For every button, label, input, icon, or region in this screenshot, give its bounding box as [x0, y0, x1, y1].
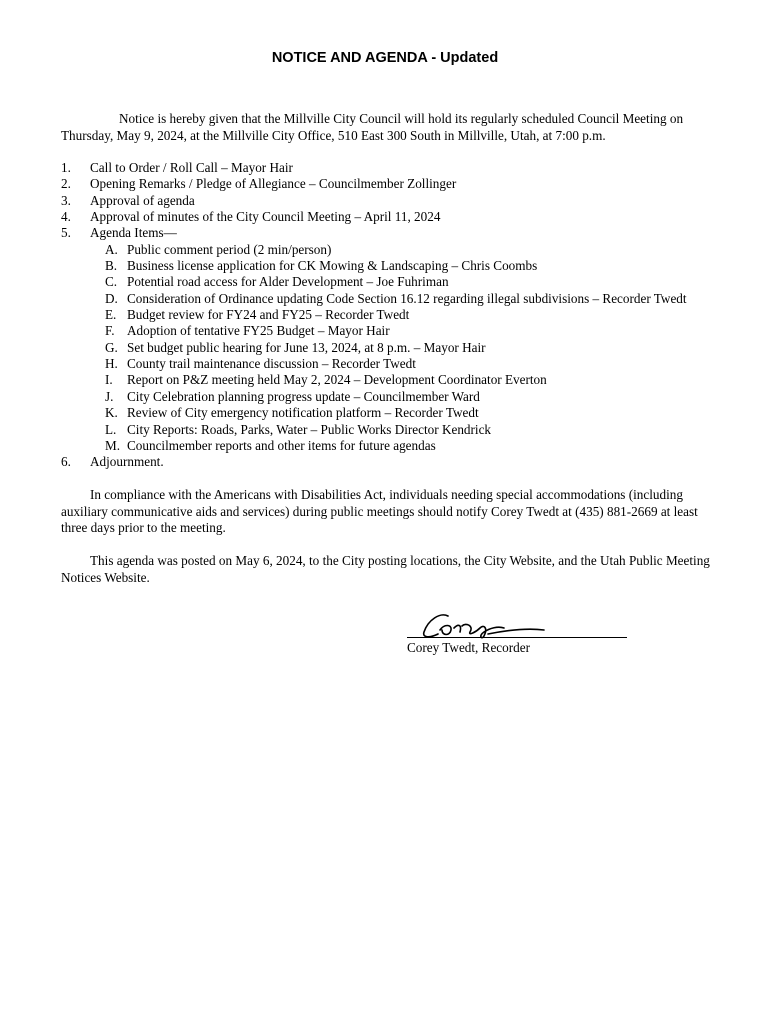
agenda-subitems: [61, 242, 741, 454]
agenda-subitem: [61, 356, 741, 372]
subitem-letter: M.: [105, 437, 121, 453]
agenda-subitem: [61, 291, 741, 307]
agenda-subitem: [61, 389, 741, 405]
item-text: Opening Remarks / Pledge of Allegiance – Councilmember Zollinger: [90, 176, 457, 192]
ada-text: In compliance with the Americans with Disabilities Act, individuals needing special accommodations (including auxiliary communicative aids and services) during public meetings should notify Corey Twedt at (435) 881-2669 at least three days prior to the meeting.: [61, 487, 698, 535]
subitem-letter: F.: [105, 323, 115, 339]
subitem-text: Public comment period (2 min/person): [127, 241, 332, 257]
posting-text: This agenda was posted on May 6, 2024, to the City posting locations, the City Website, and the Utah Public Meeting Notices Website.: [61, 553, 710, 585]
subitem-letter: D.: [105, 290, 118, 306]
agenda-item: [61, 193, 741, 209]
agenda-item: [61, 209, 741, 225]
posting-paragraph: [61, 553, 711, 586]
subitem-letter: B.: [105, 258, 118, 274]
signer-name: Corey Twedt, Recorder: [407, 640, 530, 655]
agenda-item: [61, 160, 741, 176]
agenda-subitem: [61, 242, 741, 258]
subitem-text: Adoption of tentative FY25 Budget – Mayor Hair: [127, 323, 390, 339]
subitem-text: Councilmember reports and other items for future agendas: [127, 437, 436, 453]
subitem-letter: C.: [105, 274, 118, 290]
subitem-letter: G.: [105, 339, 118, 355]
agenda-subitem: [61, 405, 741, 421]
agenda-subitem: [61, 274, 741, 290]
subitem-text: Review of City emergency notification platform – Recorder Twedt: [127, 405, 479, 421]
intro-text: Notice is hereby given that the Millville City Council will hold its regularly scheduled Council Meeting on Thursday, May 9, 2024, at the Millville City Office, 510 East 300 South in Millville, Utah, at 7:00 p.m.: [61, 111, 684, 143]
item-text: Call to Order / Roll Call – Mayor Hair: [90, 160, 293, 175]
item-number: 2.: [61, 176, 71, 192]
item-number: 5.: [61, 225, 71, 241]
intro-paragraph: [61, 111, 711, 144]
agenda-subitem: [61, 340, 741, 356]
signature-line: [407, 637, 627, 638]
agenda-item: [61, 225, 741, 241]
signature-image: [418, 606, 550, 644]
subitem-text: Consideration of Ordinance updating Code Section 16.12 regarding illegal subdivisions – Recorder Twedt: [127, 290, 687, 306]
item-number: 3.: [61, 192, 71, 208]
subitem-letter: I.: [105, 372, 113, 388]
agenda-subitem: [61, 372, 741, 388]
subitem-text: City Reports: Roads, Parks, Water – Public Works Director Kendrick: [127, 421, 492, 437]
item-text: Adjournment.: [90, 454, 164, 470]
subitem-text: County trail maintenance discussion – Recorder Twedt: [127, 356, 416, 372]
agenda-subitem: [61, 422, 741, 438]
agenda-list: [61, 160, 741, 471]
agenda-subitem: [61, 307, 741, 323]
subitem-text: City Celebration planning progress update – Councilmember Ward: [127, 388, 480, 404]
item-number: 4.: [61, 209, 71, 225]
item-number: 1.: [61, 160, 71, 175]
subitem-text: Potential road access for Alder Development – Joe Fuhriman: [127, 274, 449, 290]
agenda-subitem: [61, 258, 741, 274]
item-text: Approval of agenda: [90, 192, 195, 208]
ada-paragraph: [61, 487, 711, 537]
agenda-subitems-wrapper: [61, 242, 741, 454]
subitem-letter: H.: [105, 356, 118, 372]
agenda-item: [61, 454, 741, 470]
item-text: Agenda Items—: [90, 225, 177, 241]
agenda-subitem: [61, 438, 741, 454]
subitem-letter: A.: [105, 241, 118, 257]
subitem-letter: J.: [105, 388, 114, 404]
subitem-text: Budget review for FY24 and FY25 – Recorder Twedt: [127, 307, 410, 323]
agenda-subitem: [61, 323, 741, 339]
subitem-text: Business license application for CK Mowing & Landscaping – Chris Coombs: [127, 258, 538, 274]
document-title: NOTICE AND AGENDA - Updated: [271, 50, 499, 66]
agenda-item: [61, 176, 741, 192]
subitem-text: Set budget public hearing for June 13, 2024, at 8 p.m. – Mayor Hair: [127, 339, 486, 355]
item-number: 6.: [61, 454, 71, 470]
subitem-text: Report on P&Z meeting held May 2, 2024 – Development Coordinator Everton: [127, 372, 547, 388]
item-text: Approval of minutes of the City Council Meeting – April 11, 2024: [90, 209, 441, 225]
subitem-letter: E.: [105, 307, 117, 323]
subitem-letter: K.: [105, 405, 118, 421]
subitem-letter: L.: [105, 421, 117, 437]
